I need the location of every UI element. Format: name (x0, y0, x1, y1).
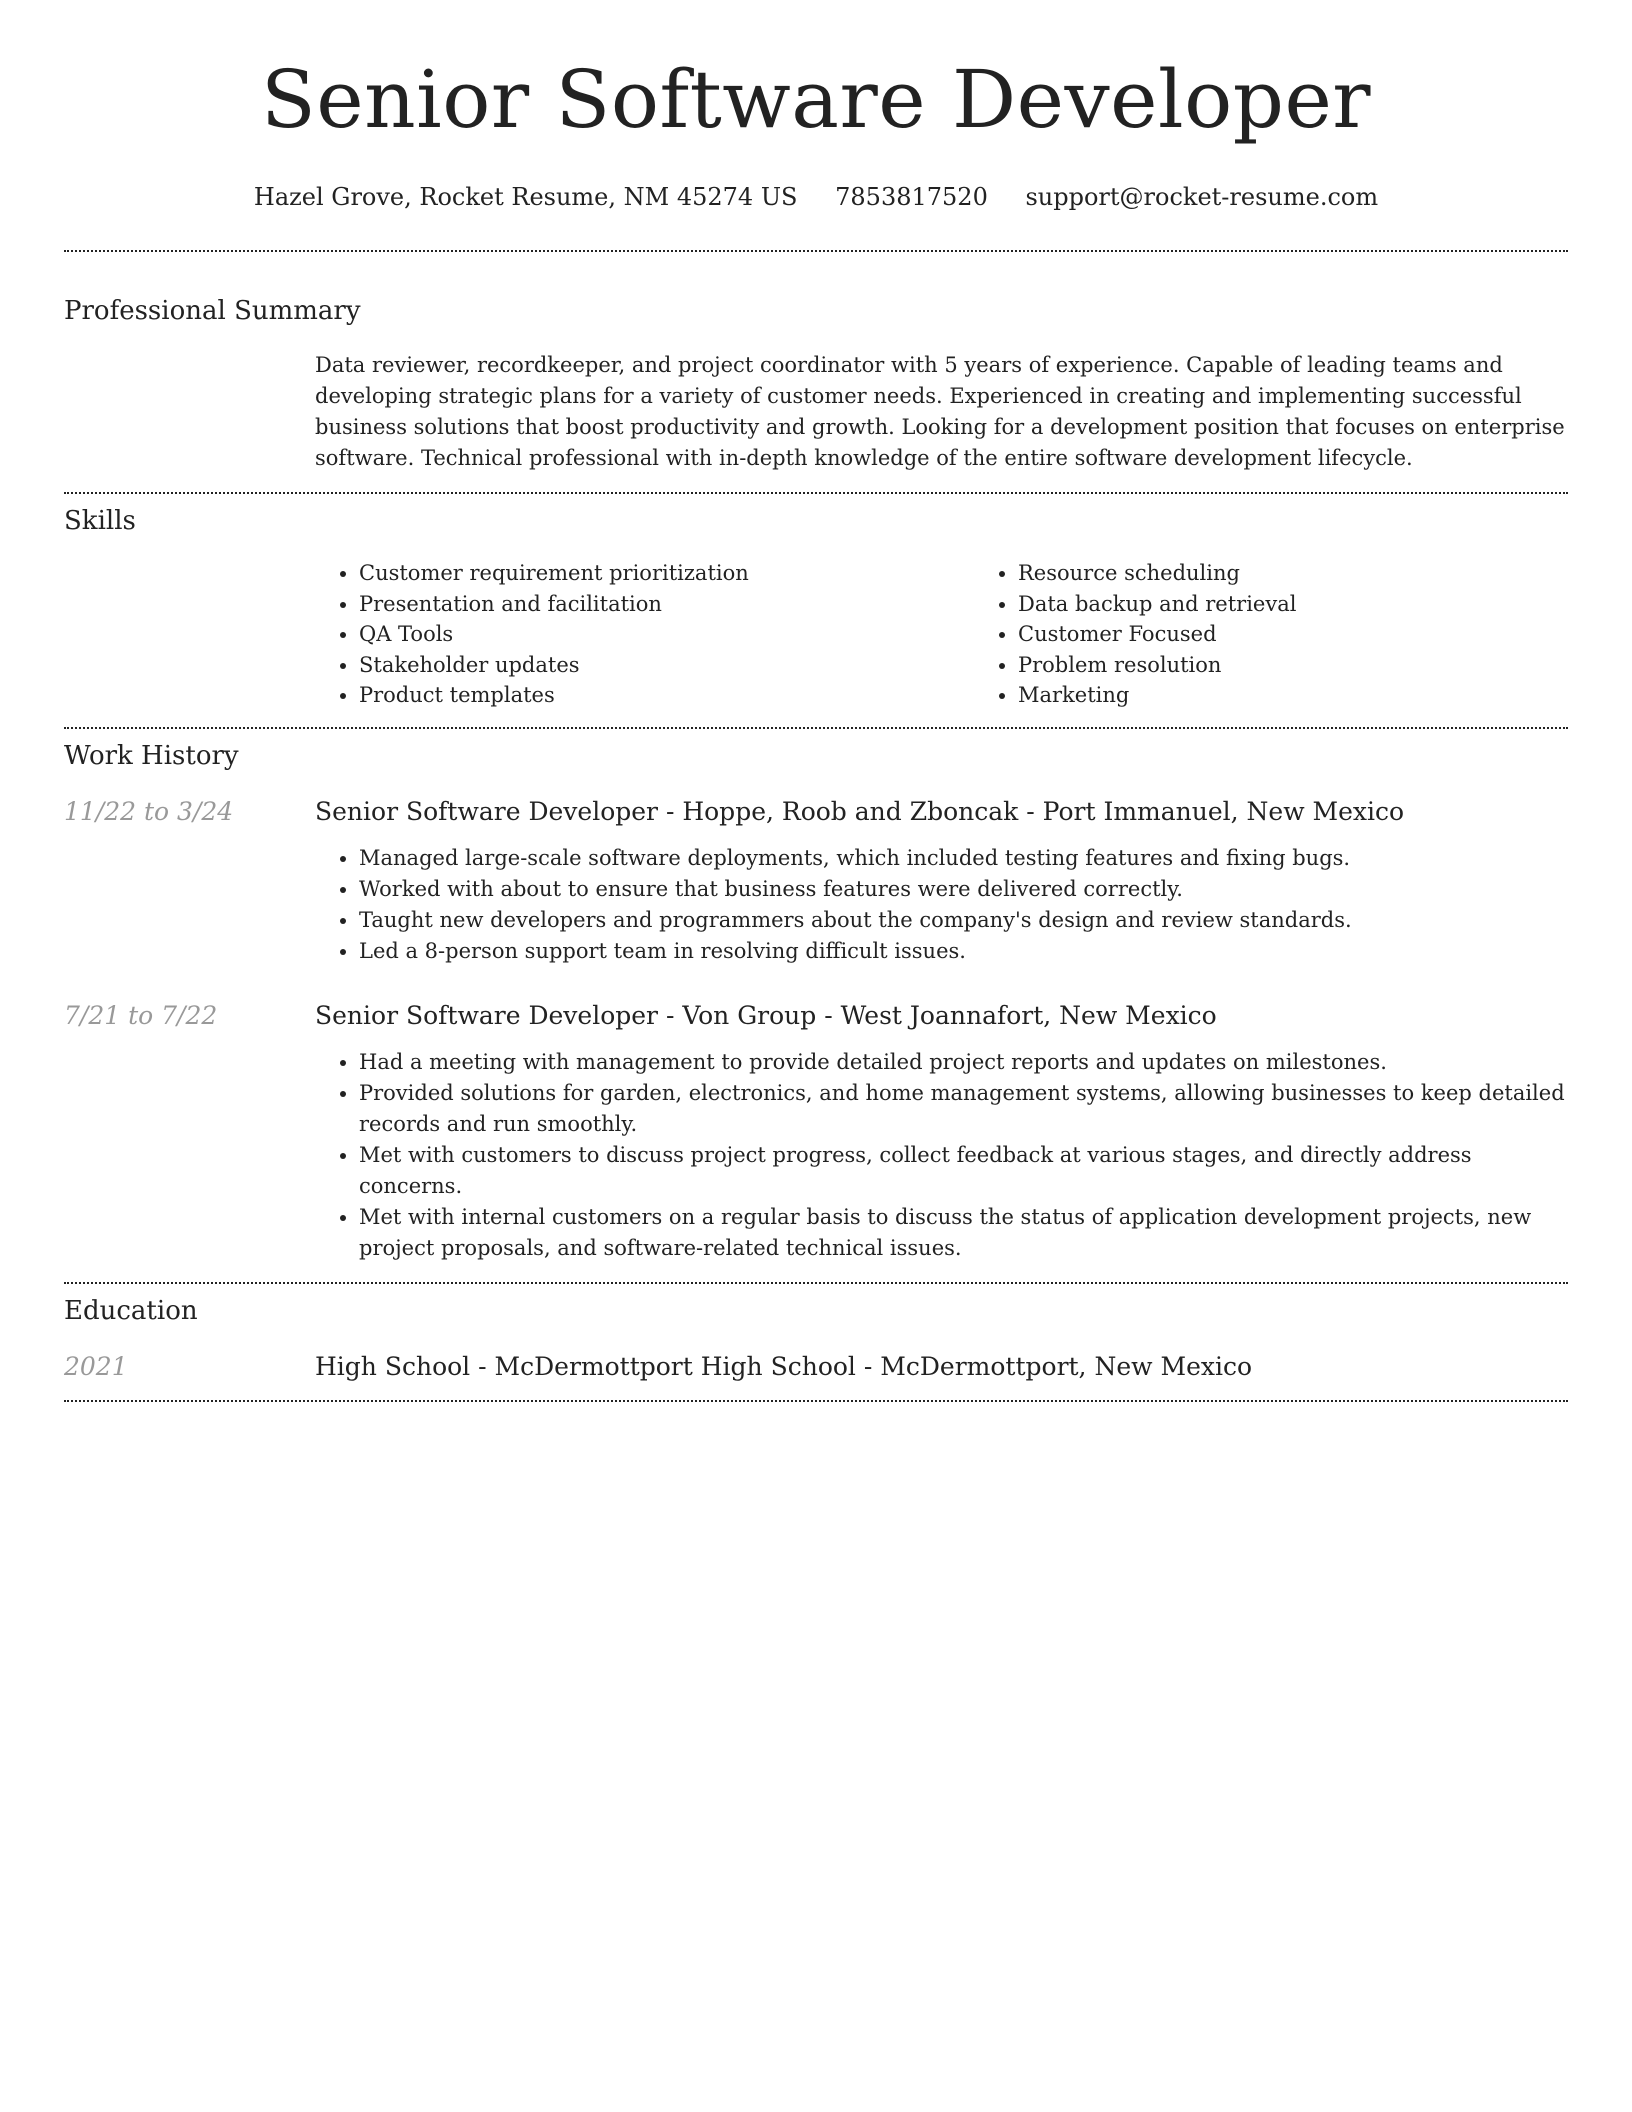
job-entry (64, 999, 1568, 1264)
resume-title: Senior Software Developer (260, 53, 1372, 146)
education-section (64, 1284, 1568, 1400)
job-bullet: • Met with customers to discuss project progress, collect feedback at various stages, and directly address concerns. (359, 1140, 1568, 1202)
section-title-education: Education (64, 1295, 198, 1326)
skill-item: • Product templates (359, 680, 974, 711)
skill-item: • Marketing (1018, 680, 1568, 711)
job-title: Senior Software Developer - Hoppe, Roob and Zboncak - Port Immanuel, New Mexico (315, 796, 1405, 826)
section-title-work-history: Work History (64, 740, 239, 771)
job-bullet: • Provided solutions for garden, electronics, and home management systems, allowing businesses to keep detailed records and run smoothly. (359, 1078, 1568, 1140)
contact-line (64, 180, 1568, 214)
job-bullet: • Led a 8-person support team in resolving difficult issues. (359, 936, 1568, 967)
skill-item: • QA Tools (359, 619, 974, 650)
job-bullet: • Taught new developers and programmers about the company's design and review standards. (359, 905, 1568, 936)
skill-item: • Customer requirement prioritization (359, 558, 974, 589)
job-bullets (315, 843, 1568, 967)
job-bullets (315, 1047, 1568, 1264)
work-history-section (64, 729, 1568, 1282)
job-bullet: • Had a meeting with management to provide detailed project reports and updates on milestones. (359, 1047, 1568, 1078)
job-dates: 7/21 to 7/22 (64, 1000, 218, 1030)
section-title-summary: Professional Summary (64, 296, 361, 326)
job-dates: 11/22 to 3/24 (64, 796, 234, 826)
skill-item: • Customer Focused (1018, 619, 1568, 650)
skill-item: • Resource scheduling (1018, 558, 1568, 589)
education-details (315, 1350, 1568, 1384)
skills-list-right (974, 558, 1568, 711)
summary-text: Data reviewer, recordkeeper, and project coordinator with 5 years of experience. Capable of leading teams and developing strategic plans for a variety of customer needs. Experienced in creating and implementing successful business solutions that boost productivity and growth. Looking for a development position that focuses on enterprise software. Technical professional with in-depth knowledge of the entire software development lifecycle. (315, 353, 1565, 470)
education-title: High School - McDermottport High School - McDermottport, New Mexico (315, 1351, 1253, 1381)
job-details (315, 999, 1568, 1264)
contact-email: support@rocket-resume.com (1025, 183, 1379, 211)
skills-section (64, 494, 1568, 727)
job-entry (64, 795, 1568, 967)
education-year: 2021 (64, 1351, 128, 1381)
summary-section (64, 252, 1568, 492)
skill-item: • Problem resolution (1018, 650, 1568, 681)
education-entry (64, 1350, 1568, 1384)
skill-item: • Stakeholder updates (359, 650, 974, 681)
job-details (315, 795, 1568, 967)
job-bullet: • Worked with about to ensure that business features were delivered correctly. (359, 874, 1568, 905)
job-bullet: • Met with internal customers on a regular basis to discuss the status of application development projects, new project proposals, and software-related technical issues. (359, 1202, 1568, 1264)
contact-phone: 7853817520 (835, 183, 988, 211)
job-title: Senior Software Developer - Von Group - West Joannafort, New Mexico (315, 1000, 1217, 1030)
section-title-skills: Skills (64, 506, 136, 536)
skills-list-left (315, 558, 974, 711)
job-bullet: • Managed large-scale software deployments, which included testing features and fixing bugs. (359, 843, 1568, 874)
skill-item: • Data backup and retrieval (1018, 589, 1568, 620)
skill-item: • Presentation and facilitation (359, 589, 974, 620)
divider (64, 1400, 1568, 1402)
skills-grid (315, 558, 1568, 711)
contact-address: Hazel Grove, Rocket Resume, NM 45274 US (253, 183, 798, 211)
